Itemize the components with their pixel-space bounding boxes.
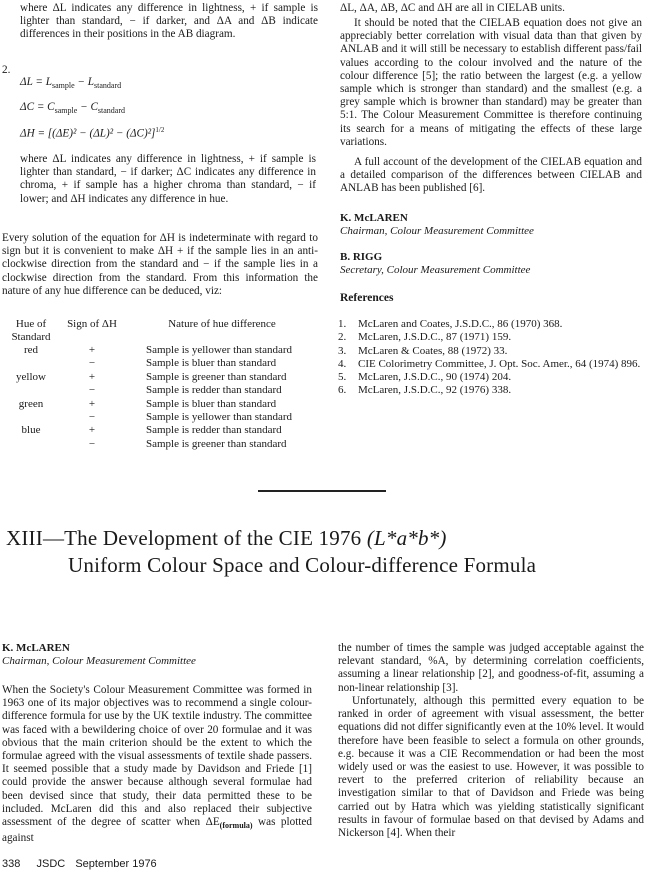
- equation-delta-l: $\Delta L = L_{sample} - L_{standard}$: [20, 76, 122, 91]
- list-item: 6. McLaren, J.S.D.C., 92 (1976) 338.: [338, 384, 512, 397]
- left-para-3: Every solution of the equation for ΔH is indeterminate with regard to sign but it is convenient to make ΔH + if the sample lies in an anti-clockwise direction from the standard and − if the sample lies in a clockwise direction from the standard. From this information the nature of any hue difference can be deduced, viz:: [2, 232, 318, 297]
- article-left-para: When the Society's Colour Measurement Committee was formed in 1963 one of its major objectives was to recommend a single colour-difference formula for use by the UK textile industry. The committee was faced with a bewildering choice of over 20 formulae and it was obvious that the main criterion should be the extent to which the formulae agreed with the visual assessments of textile shade passers. It seemed possible that a study made by Davidson and Friede [1] could provide the answer because although several formulae had been devised since that study, their data permitted these to be included. McLaren did this and also replaced their subjective assessment of the degree of scatter when $\Delta E_{(formula)}$ was plotted against: [2, 684, 312, 845]
- table-cell: [2, 411, 60, 424]
- references-list: [338, 318, 644, 398]
- table-cell: [2, 438, 60, 451]
- list-item: 3. McLaren & Coates, 88 (1972) 33.: [338, 344, 508, 357]
- hue-difference-table: [2, 318, 320, 451]
- table-cell: −: [88, 384, 96, 397]
- article-author-name: K. McLAREN: [2, 642, 70, 654]
- table-cell: Sample is yellower than standard: [146, 344, 293, 356]
- list-item: 4. CIE Colorimetry Committee, J. Opt. Soc. Amer., 64 (1974) 896.: [338, 357, 641, 370]
- table-cell: yellow: [16, 370, 46, 383]
- equation-delta-c: $\Delta C = C_{sample} - C_{standard}$: [20, 101, 126, 116]
- article-author-role: Chairman, Colour Measurement Committee: [2, 655, 196, 667]
- table-header-hue: Hue of Standard: [11, 318, 51, 343]
- section-divider: [258, 490, 386, 492]
- signature-role-1: Chairman, Colour Measurement Committee: [340, 225, 534, 237]
- article-title-line-2: Uniform Colour Space and Colour-difference Formula: [68, 553, 537, 577]
- equation-delta-h: $\Delta H = [(\Delta E)^2 - (\Delta L)^2 - (\Delta C)^2]^{1/2}$: [20, 126, 165, 140]
- table-cell: Sample is bluer than standard: [146, 357, 277, 370]
- table-header-row: [2, 318, 320, 344]
- table-row: [2, 357, 320, 370]
- table-cell: Sample is bluer than standard: [146, 397, 277, 410]
- table-cell: +: [88, 370, 96, 383]
- table-cell: −: [88, 357, 96, 370]
- table-row: [2, 424, 320, 437]
- table-cell: −: [88, 411, 96, 424]
- table-cell: [2, 357, 60, 370]
- table-cell: Sample is yellower than standard: [146, 411, 293, 424]
- article-right-para-2: Unfortunately, although this permitted every equation to be ranked in order of agreement with visual assessment, the better equations did not differ significantly even at the 10% level. It would therefore have been feasible to select a formula on other grounds, e.g. because it was a CIE Recommendation or had been the most widely used or was the easiest to use. However, it was possible to revert to the preferred criterion of reliability because an investigation similar to that of Davidson and Friede was being carried out by Hatra which was yielding statistically significant results in favour of formulae based on that devised by Adams and Nickerson [4]. When their: [338, 695, 644, 840]
- table-row: [2, 371, 320, 384]
- table-cell: +: [88, 424, 96, 437]
- right-para-3: A full account of the development of the CIELAB equation and a detailed comparison of the differences between CIELAB and ANLAB has been published [6].: [340, 156, 642, 195]
- table-header-sign: Sign of ΔH: [67, 318, 117, 330]
- table-cell: Sample is redder than standard: [146, 424, 282, 437]
- list-item: 2. McLaren, J.S.D.C., 87 (1971) 159.: [338, 331, 512, 344]
- signature-role-2: Secretary, Colour Measurement Committee: [340, 264, 531, 276]
- article-title-line-1: XIII—The Development of the CIE 1976 (L*a*b*): [6, 526, 447, 550]
- table-cell: green: [18, 397, 44, 410]
- table-cell: Sample is greener than standard: [146, 437, 287, 450]
- signature-author-1: K. McLAREN: [340, 212, 408, 224]
- item-number: 2.: [2, 64, 11, 76]
- table-cell: Sample is greener than standard: [146, 370, 287, 383]
- table-row: [2, 398, 320, 411]
- table-row: [2, 438, 320, 451]
- table-header-nature: Nature of hue difference: [168, 318, 276, 330]
- table-cell: Sample is redder than standard: [146, 384, 282, 397]
- table-row: [2, 384, 320, 397]
- left-para-1: where ΔL indicates any difference in lightness, + if sample is lighter than standard, − if darker, and ΔA and ΔB indicate differences in their positions in the AB diagram.: [20, 2, 318, 41]
- table-cell: +: [88, 397, 96, 410]
- table-row: [2, 344, 320, 357]
- references-heading: References: [340, 292, 394, 304]
- table-row: [2, 411, 320, 424]
- table-cell: red: [23, 344, 39, 356]
- table-cell: blue: [21, 424, 41, 437]
- right-para-1: ΔL, ΔA, ΔB, ΔC and ΔH are all in CIELAB units.: [340, 2, 565, 14]
- page-number: 338: [2, 858, 21, 870]
- article-right-para-1: the number of times the sample was judged acceptable against the relevant standard, %A, by determining correlation coefficients, assuming a linear relationship [2], and goodness-of-fit, assuming a non-linear relationship [3].: [338, 642, 644, 694]
- left-para-2: where ΔL indicates any difference in lightness, + if sample is lighter than standard, − if darker; ΔC indicates any difference in chroma, + if sample has a higher chroma than standard, − if lower; and ΔH indicates any difference in hue.: [20, 153, 316, 205]
- issue-date: September 1976: [75, 858, 157, 870]
- right-para-2: It should be noted that the CIELAB equation does not give an appreciably better correlation with visual data than that given by ANLAB and it will still be necessary to establish different pass/fail values according to the colour involved and the nature of the colour difference [5]; the ratio between the largest (e.g. a yellow sample which is stronger than standard) and the smallest (e.g. a grey sample which is browner than standard) may be greater than 5:1. The Colour Measurement Committee is therefore continuing its search for a means of mitigating the effects of these large variations.: [340, 17, 642, 148]
- journal-name: JSDC: [36, 858, 66, 870]
- table-cell: [2, 384, 60, 397]
- list-item: 1. McLaren and Coates, J.S.D.C., 86 (1970) 368.: [338, 318, 563, 330]
- page-footer: [2, 858, 157, 870]
- table-cell: −: [88, 437, 96, 450]
- signature-author-2: B. RIGG: [340, 251, 383, 263]
- list-item: 5. McLaren, J.S.D.C., 90 (1974) 204.: [338, 371, 512, 384]
- table-cell: +: [88, 344, 96, 356]
